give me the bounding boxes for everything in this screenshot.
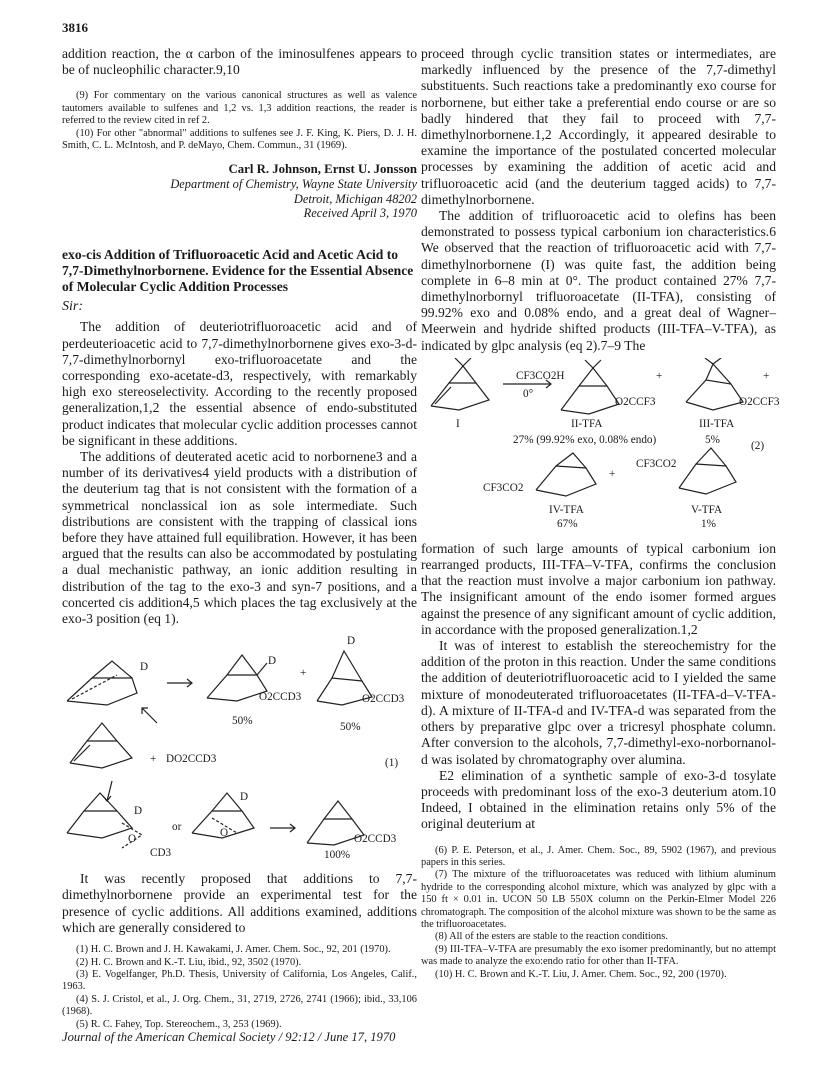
eq2-label-i: I: [456, 417, 460, 430]
eq1-ts-d: D: [134, 805, 143, 818]
eq1-plus-1: +: [300, 667, 307, 680]
ref-1: (1) H. C. Brown and J. H. Kawakami, J. Amer. Chem. Soc., 92, 201 (1970).: [76, 944, 391, 956]
eq2-yield-v: 1%: [701, 517, 716, 530]
ref-8: (8) All of the esters are stable to the reaction conditions.: [435, 931, 668, 943]
eq1-plus-2: +: [150, 753, 157, 766]
paragraph-3: It was recently proposed that additions to 7,7-dimethylnorbornene provide an experimental test for the presence of cyclic additions. All additions examined, additions which are generally considered to: [62, 871, 417, 935]
ref-6: (6) P. E. Peterson, et al., J. Amer. Chem. Soc., 89, 5902 (1967), and previous papers in this series.: [421, 844, 776, 868]
received-date: Received April 3, 1970: [303, 206, 417, 221]
right-paragraph-3: formation of such large amounts of typical carbonium ion rearranged products, III-TFA–V-TFA, confirms the conclusion that the reaction must involve a major carbonium ion pathway. The insignificant amount of the endo isomer formed argues against the presence of any significant amount of cyclic addition, in accordance with the proposed generalization.1,2: [421, 540, 776, 637]
footnotes-top: [62, 90, 417, 152]
page-number: 3816: [62, 20, 88, 35]
intro-text: addition reaction, the α carbon of the iminosulfenes appears to be of nucleophilic character.9,10: [62, 46, 417, 78]
references-left: [62, 944, 417, 1031]
author-city: Detroit, Michigan 48202: [293, 191, 417, 206]
eq1-yield-1: 50%: [232, 715, 253, 728]
ref-2: (2) H. C. Brown and K.-T. Liu, ibid., 92, 3502 (1970).: [76, 956, 302, 968]
ref-9: (9) III-TFA–V-TFA are presumably the exo isomer predominantly, but no attempt was made to analyze the exo:endo ratio for other than II-TFA.: [421, 943, 776, 968]
equation-1-structures: [62, 633, 417, 863]
author-department: Department of Chemistry, Wayne State University: [170, 177, 417, 192]
eq2-ii-ester: O2CCF3: [615, 395, 656, 408]
eq1-yield-3: 100%: [324, 849, 351, 862]
eq1-label-ester1: O2CCD3: [259, 691, 302, 704]
right-paragraph-1: proceed through cyclic transition states or intermediates, are markedly influenced by the presence of the 7,7-dimethyl substituents. Such reactions take a predominantly exo course for norbornene, but either take a preferential endo course or are so badly hindered that they fail to proceed with 7,7-dimethylnorbornene.1,2 Accordingly, it appeared desirable to examine the importance of the postulated concerted molecular processes by examining the addition of acetic acid and trifluoroacetic acid (and the deuterium tagged acids) to 7,7-dimethylnorbornene.: [421, 46, 776, 207]
eq1-ts-o2: O: [220, 827, 229, 840]
eq2-yield-iii: 5%: [705, 433, 720, 446]
paragraph-1: The addition of deuteriotrifluoroacetic acid and of perdeuterioacetic acid to 7,7-dimethylnorbornene gives exo-3-d-7,7-dimethylnorbornyl exo-trifluoroacetate and the corresponding exo-acetate-d3, respectively, with remarkably high exo stereoselectivity. According to the recently proposed generalization,1,2 the essential absence of endo-substituted product indicates that molecular cyclic addition processes cannot be significant in these additions.: [62, 319, 417, 448]
eq2-yield-ii: 27% (99.92% exo, 0.08% endo): [513, 433, 657, 446]
eq1-label-d1: D: [140, 661, 149, 674]
ref-7: (7) The mixture of the trifluoroacetates was reduced with lithium aluminum hydride to the corresponding alcohol mixture, which was analyzed by glpc with a 150 ft × 0.01 in. UCON 50 LB 550X column on the Perkin-Elmer Model 226 chromatograph. The composition of the alcohol mixture was shown to be the same as the trifluoroacetates.: [421, 869, 776, 930]
eq1-yield-2: 50%: [340, 721, 361, 734]
right-paragraph-4: It was of interest to establish the stereochemistry for the addition of the proton in this reaction. Under the same conditions the addition of deuteriotrifluoroacetic acid to I yielded the same mixture of monodeuterated trifluoroacetates (II-TFA-d–V-TFA-d). A mixture of II-TFA-d and IV-TFA-d was separated from the others by preparative glpc over a tricresyl phosphate column. After conversion to the alcohols, 7,7-dimethyl-exo-norbornanol-d was isolated by chromatography over alumina.: [421, 638, 776, 767]
eq2-temp: 0°: [523, 387, 534, 400]
ref-5: (5) R. C. Fahey, Top. Stereochem., 3, 253 (1969).: [76, 1018, 282, 1030]
left-column: [62, 46, 417, 1031]
eq2-label-iv: IV-TFA: [549, 503, 584, 516]
references-right: [421, 845, 776, 981]
ref-3: (3) E. Vogelfanger, Ph.D. Thesis, University of California, Los Angeles, Calif., 1963.: [62, 968, 417, 993]
eq1-label-ester2: O2CCD3: [362, 693, 405, 706]
eq2-label-ii: II-TFA: [571, 417, 603, 430]
eq2-iii-ester: O2CCF3: [739, 395, 780, 408]
eq1-ts-cd3: CD3: [150, 847, 172, 860]
eq2-iv-group: CF3CO2: [483, 481, 524, 494]
eq2-label-v: V-TFA: [691, 503, 723, 516]
journal-footer: Journal of the American Chemical Society / 92:12 / June 17, 1970: [62, 1030, 396, 1044]
eq1-number: (1): [385, 757, 399, 770]
article-title: exo-cis Addition of Trifluoroacetic Acid and Acetic Acid to 7,7-Dimethylnorbornene. Evidence for the Essential Absence of Molecular Cyclic Addition Processes: [62, 246, 414, 295]
eq1-reagent: DO2CCD3: [166, 753, 217, 766]
salutation: Sir:: [62, 299, 83, 315]
equation-2-scheme: [421, 358, 780, 533]
right-column: [421, 46, 780, 981]
ref-4: (4) S. J. Cristol, et al., J. Org. Chem., 31, 2719, 2726, 2741 (1966); ibid., 33,106 (1968).: [62, 993, 417, 1018]
eq2-plus-3: +: [609, 467, 616, 480]
author-signature: [62, 162, 417, 220]
eq1-or: or: [172, 821, 182, 834]
eq2-v-group: CF3CO2: [636, 457, 677, 470]
footnote-9: (9) For commentary on the various canonical structures as well as valence tautomers available to sulfenes and 1,2 vs. 1,3 addition reactions, the reader is referred to the review cited in ref 2.: [62, 90, 417, 127]
eq2-number: (2): [751, 439, 765, 452]
eq1-ts2-d: D: [240, 791, 249, 804]
eq1-ts-o1: O: [128, 833, 137, 846]
eq1-product3-ester: O2CCD3: [354, 833, 397, 846]
right-paragraph-2: The addition of trifluoroacetic acid to olefins has been demonstrated to possess typical carbonium ion characteristics.6 We observed that the reaction of trifluoroacetic acid with 7,7-dimethylnorbornene (I) was quite fast, the addition being complete in 6–8 min at 0°. The product contained 27% 7,7-dimethylnorbornyl trifluoroacetate (II-TFA), consisting of 99.92% exo and 0.08% endo, and a great deal of Wagner–Meerwein and hydride shifted products (III-TFA–V-TFA), as indicated by glpc analysis (eq 2).7–9 The: [421, 208, 776, 353]
eq1-label-d3: D: [347, 635, 356, 648]
eq2-yield-iv: 67%: [557, 517, 578, 530]
eq2-plus-1: +: [656, 369, 663, 382]
ref-10: (10) H. C. Brown and K.-T. Liu, J. Amer. Chem. Soc., 92, 200 (1970).: [435, 968, 727, 980]
right-paragraph-5: E2 elimination of a synthetic sample of exo-3-d tosylate proceeds with predominant loss of the exo-3 deuterium atom.10 Indeed, I obtained in the elimination retains only 5% of the original deuterium at: [421, 767, 776, 832]
equation-1-scheme: [62, 633, 417, 863]
author-names: Carl R. Johnson, Ernst U. Jonsson: [228, 162, 417, 177]
eq2-label-iii: III-TFA: [699, 417, 735, 430]
eq1-label-d2: D: [268, 655, 277, 668]
eq2-plus-2: +: [763, 369, 770, 382]
paragraph-2: The additions of deuterated acetic acid to norbornene3 and a number of its derivatives4 yield products with a distribution of the deuterium tag that is not consistent with the formation of a symmetrical nonclassical ion as sole intermediate. Such distributions are consistent with the trapping of classical ions before they have attained full equilibration. However, it has been argued that the results can also be accommodated by postulating a dual mechanistic pathway, an ionic addition resulting in distribution of the tag to the exo-3 and syn-7 positions, and a concerted cis addition4,5 which places the tag exclusively at the exo-3 position (eq 1).: [62, 449, 417, 627]
eq2-reagent: CF3CO2H: [516, 369, 565, 382]
footnote-10: (10) For other "abnormal" additions to sulfenes see J. F. King, K. Piers, D. J. H. Smith, C. L. McIntosh, and P. deMayo, Chem. Commun., 31 (1969).: [62, 127, 417, 152]
